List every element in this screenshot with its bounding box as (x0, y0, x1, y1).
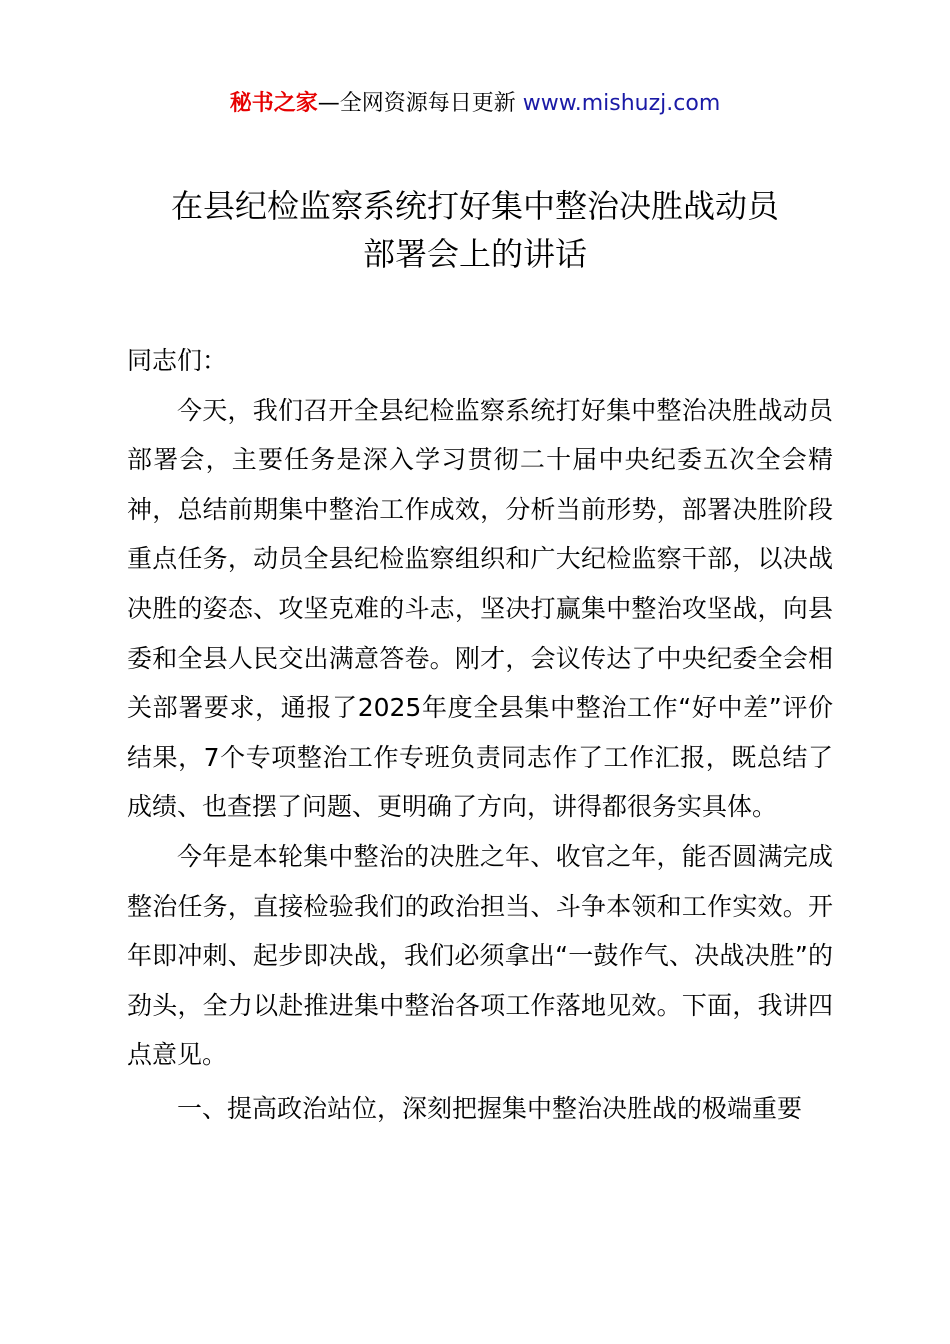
title-line-1: 在县纪检监察系统打好集中整治决胜战动员 (170, 187, 779, 225)
site-brand: 秘书之家 (229, 91, 318, 116)
title-line-2: 部署会上的讲话 (362, 235, 587, 273)
site-url-link[interactable]: www.mishuzj.com (522, 91, 721, 116)
site-tagline: —全网资源每日更新 (317, 91, 523, 116)
paragraph-1: 今天，我们召开全县纪检监察系统打好集中整治决胜战动员部署会，主要任务是深入学习贯彻二十届中央纪委五次全会精神，总结前期集中整治工作成效，分析当前形势，部署决胜阶段重点任务，动员全县纪检监察组织和广大纪检监察干部，以决战决胜的姿态、攻坚克难的斗志，坚决打赢集中整治攻坚战，向县委和全县人民交出满意答卷。刚才，会议传达了中央纪委全会相关部署要求，通报了2025年度全县集中整治工作“好中差”评价结果，7个专项整治工作专班负责同志作了工作汇报，既总结了成绩、也查摆了问题、更明确了方向，讲得都很务实具体。 (127, 395, 833, 822)
site-header (0, 88, 950, 120)
paragraph-2: 今年是本轮集中整治的决胜之年、收官之年，能否圆满完成整治任务，直接检验我们的政治担当、斗争本领和工作实效。开年即冲刺、起步即决战，我们必须拿出“一鼓作气、决战决胜”的劲头，全力以赴推进集中整治各项工作落地见效。下面，我讲四点意见。 (127, 841, 833, 1070)
section-heading-1: 一、提高政治站位，深刻把握集中整治决胜战的极端重要 (177, 1093, 803, 1123)
document-body (127, 336, 833, 1134)
salutation: 同志们： (127, 346, 228, 375)
document-title (100, 182, 850, 278)
